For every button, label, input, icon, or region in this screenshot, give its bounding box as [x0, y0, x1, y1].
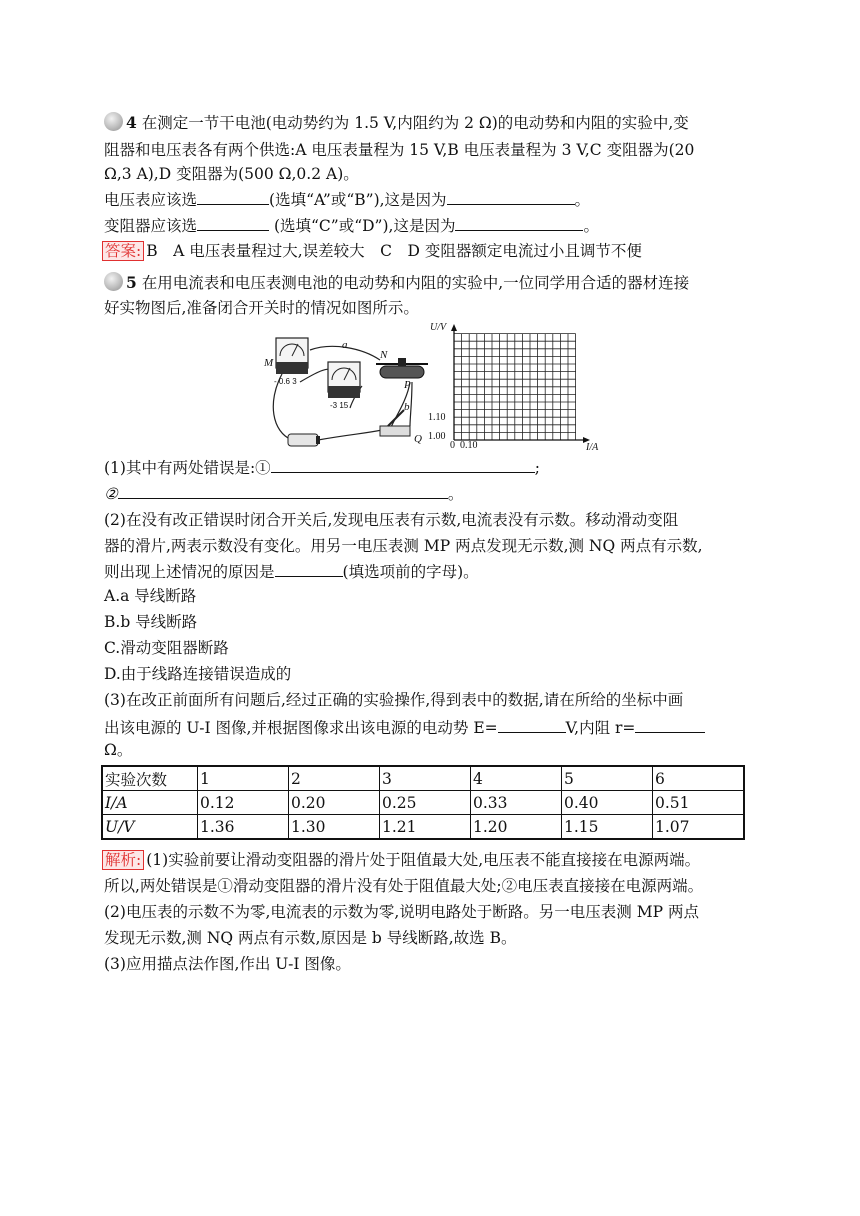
graph-ytick-100: 1.00 [428, 431, 446, 442]
analysis-2: 所以,两处错误是①滑动变阻器的滑片没有处于阻值最大处;②电压表直接接在电源两端。 [104, 877, 704, 895]
option-c[interactable]: C.滑动变阻器断路 [104, 639, 229, 657]
answer-blank[interactable] [197, 188, 269, 205]
label-a: a [342, 339, 348, 351]
graph-ylabel: U/V [430, 322, 447, 333]
table-cell: 实验次数 [102, 766, 198, 791]
ui-graph-grid [451, 324, 590, 443]
label-b: b [404, 401, 410, 413]
q5-part2-2: 器的滑片,两表示数没有变化。用另一电压表测 MP 两点发现无示数,测 NQ 两点有示数, [104, 537, 703, 555]
answer-label: 答案: [102, 241, 144, 261]
voltmeter [328, 362, 360, 398]
analysis-text: (1)实验前要让滑动变阻器的滑片处于阻值最大处,电压表不能直接接在电源两端。 [146, 851, 701, 869]
answer-blank[interactable] [275, 560, 343, 577]
q5-part3-1: (3)在改正前面所有问题后,经过正确的实验操作,得到表中的数据,请在所给的坐标中画 [104, 691, 684, 709]
q5-line-2: 好实物图后,准备闭合开关时的情况如图所示。 [104, 299, 419, 317]
table-cell: I/A [102, 791, 198, 815]
table-cell: 1.36 [198, 815, 289, 840]
prompt-text: 电压表应该选 [104, 191, 198, 209]
table-cell: 1.15 [562, 815, 653, 840]
answer-blank[interactable] [447, 188, 575, 205]
prompt-text: ; [534, 459, 540, 477]
answer-blank[interactable] [197, 214, 269, 231]
prompt-text: 。 [583, 217, 599, 235]
analysis-3: (2)电压表的示数不为零,电流表的示数为零,说明电路处于断路。另一电压表测 MP 两点 [104, 903, 699, 921]
graph-origin: 0 [450, 440, 455, 451]
analysis-4: 发现无示数,测 NQ 两点有示数,原因是 b 导线断路,故选 B。 [104, 929, 517, 947]
question-bullet-icon [104, 272, 123, 291]
table-row [102, 791, 744, 815]
answer-blank[interactable] [455, 214, 583, 231]
table-cell: 0.33 [471, 791, 562, 815]
q5-part1-b [104, 482, 463, 504]
voltmeter-scale: -3 15 [330, 401, 349, 410]
analysis-label: 解析: [102, 850, 144, 870]
q5-text: 在用电流表和电压表测电池的电动势和内阻的实验中,一位同学用合适的器材连接 [141, 274, 690, 292]
table-cell: 1.20 [471, 815, 562, 840]
table-cell: 2 [289, 766, 380, 791]
q5-part3-3: Ω。 [104, 741, 133, 759]
q5-line-1 [104, 272, 689, 293]
analysis-1 [102, 850, 700, 870]
table-cell: 0.12 [198, 791, 289, 815]
table-cell: 1.07 [653, 815, 745, 840]
option-a[interactable]: A.a 导线断路 [104, 587, 197, 605]
table-cell: 3 [380, 766, 471, 791]
label-p: P [404, 379, 411, 391]
rheostat [376, 358, 428, 378]
battery [288, 434, 320, 446]
question-number: 5 [126, 273, 137, 292]
table-cell: 0.20 [289, 791, 380, 815]
prompt-text: 则出现上述情况的原因是 [104, 563, 275, 581]
prompt-text: (选填“C”或“D”),这是因为 [273, 217, 456, 235]
graph-ytick-110: 1.10 [428, 412, 446, 423]
table-cell: 0.51 [653, 791, 745, 815]
table-cell: 4 [471, 766, 562, 791]
answer-text: B A 电压表量程过大,误差较大 C D 变阻器额定电流过小且调节不便 [146, 242, 642, 260]
label-m: M [264, 357, 274, 369]
answer-blank-e[interactable] [498, 716, 566, 733]
q4-line-5 [104, 214, 599, 236]
circuit-and-graph-figure [262, 322, 602, 454]
q4-answer [102, 241, 642, 261]
table-cell: 1 [198, 766, 289, 791]
graph-xtick-010: 0.10 [460, 440, 478, 451]
table-cell: U/V [102, 815, 198, 840]
q5-part2-3 [104, 560, 479, 582]
prompt-text: 。 [447, 485, 464, 503]
q5-part1 [104, 456, 540, 478]
q4-line-4 [104, 188, 590, 210]
table-cell: 1.30 [289, 815, 380, 840]
question-number: 4 [126, 113, 137, 132]
answer-blank-r[interactable] [635, 716, 705, 733]
prompt-text: 。 [574, 191, 591, 209]
switch [380, 410, 410, 436]
prompt-text: 变阻器应该选 [104, 217, 198, 235]
table-cell: 0.25 [380, 791, 471, 815]
data-table [101, 765, 745, 840]
label-q: Q [414, 433, 422, 445]
prompt-text: (填选项前的字母)。 [342, 563, 479, 581]
table-row [102, 815, 744, 840]
q4-text: 在测定一节干电池(电动势约为 1.5 V,内阻约为 2 Ω)的电动势和内阻的实验中,变 [141, 114, 689, 132]
q4-line-1 [104, 112, 689, 133]
graph-xlabel: I/A [586, 442, 599, 453]
prompt-text: ② [104, 485, 118, 503]
table-cell: 0.40 [562, 791, 653, 815]
question-bullet-icon [104, 112, 123, 131]
q4-line-3: Ω,3 A),D 变阻器为(500 Ω,0.2 A)。 [104, 165, 359, 183]
prompt-text: (选填“A”或“B”),这是因为 [269, 191, 447, 209]
answer-blank[interactable] [118, 482, 448, 499]
q4-line-2: 阻器和电压表各有两个供选:A 电压表量程为 15 V,B 电压表量程为 3 V,C 变阻器为(20 [104, 141, 695, 159]
prompt-text: (1)其中有两处错误是:① [104, 459, 271, 477]
analysis-5: (3)应用描点法作图,作出 U-I 图像。 [104, 955, 351, 973]
table-cell: 1.21 [380, 815, 471, 840]
option-b[interactable]: B.b 导线断路 [104, 613, 198, 631]
table-cell: 6 [653, 766, 745, 791]
prompt-text: 出该电源的 U-I 图像,并根据图像求出该电源的电动势 E= [104, 719, 498, 737]
q5-part3-2 [104, 716, 705, 738]
table-cell: 5 [562, 766, 653, 791]
prompt-text: V,内阻 r= [565, 719, 636, 737]
table-row [102, 766, 744, 791]
ammeter [276, 338, 308, 374]
option-d[interactable]: D.由于线路连接错误造成的 [104, 665, 292, 683]
q5-part2-1: (2)在没有改正错误时闭合开关后,发现电压表有示数,电流表没有示数。移动滑动变阻 [104, 511, 679, 529]
label-n: N [380, 349, 388, 361]
answer-blank[interactable] [271, 456, 535, 473]
ammeter-scale: - 0.6 3 [274, 377, 297, 386]
